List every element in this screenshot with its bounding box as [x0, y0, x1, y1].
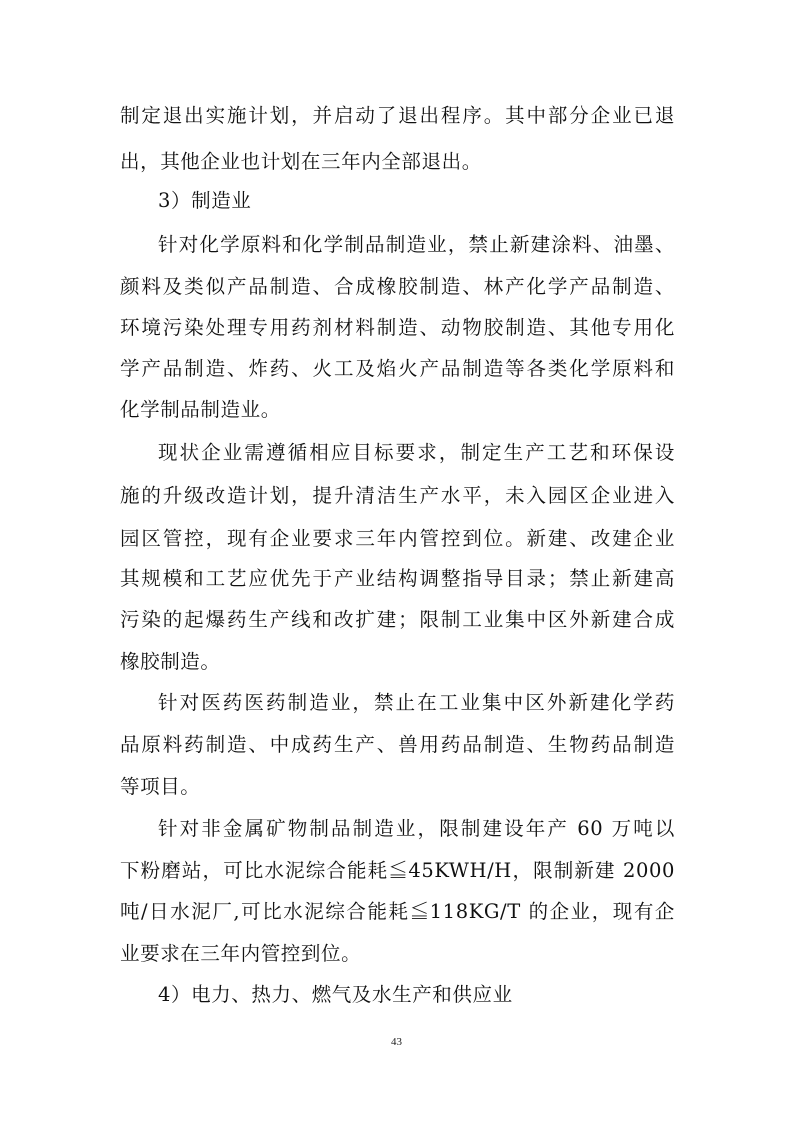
paragraph-line: 橡胶制造。 — [120, 650, 221, 673]
paragraph-line: 污染的起爆药生产线和改扩建；限制工业集中区外新建合成 — [120, 608, 675, 631]
paragraph-line: 下粉磨站，可比水泥综合能耗≦45KWH/H，限制新建 2000 — [120, 859, 675, 882]
paragraph-line: 学产品制造、炸药、火工及焰火产品制造等各类化学原料和 — [120, 357, 675, 380]
paragraph-line: 施的升级改造计划，提升清洁生产水平，未入园区企业进入 — [120, 484, 675, 507]
paragraph-line: 等项目。 — [120, 775, 201, 798]
section-heading: 4）电力、热力、燃气及水生产和供应业 — [158, 983, 513, 1006]
paragraph-line: 制定退出实施计划，并启动了退出程序。其中部分企业已退 — [120, 104, 675, 127]
paragraph-line: 吨/日水泥厂,可比水泥综合能耗≦118KG/T 的企业，现有企 — [120, 900, 675, 923]
paragraph-line: 现状企业需遵循相应目标要求，制定生产工艺和环保设 — [158, 441, 675, 464]
section-heading: 3）制造业 — [158, 189, 252, 212]
paragraph-line: 针对医药医药制造业，禁止在工业集中区外新建化学药 — [158, 691, 675, 714]
paragraph-line: 出，其他企业也计划在三年内全部退出。 — [120, 150, 482, 173]
paragraph-line: 环境污染处理专用药剂材料制造、动物胶制造、其他专用化 — [120, 316, 675, 339]
paragraph-line: 品原料药制造、中成药生产、兽用药品制造、生物药品制造 — [120, 733, 675, 756]
page-number: 43 — [391, 1036, 402, 1048]
paragraph-line: 其规模和工艺应优先于产业结构调整指导目录；禁止新建高 — [120, 567, 675, 590]
paragraph-line: 园区管控，现有企业要求三年内管控到位。新建、改建企业 — [120, 527, 675, 550]
paragraph-line: 针对非金属矿物制品制造业，限制建设年产 60 万吨以 — [158, 817, 675, 840]
paragraph-line: 针对化学原料和化学制品制造业，禁止新建涂料、油墨、 — [158, 233, 675, 256]
paragraph-line: 业要求在三年内管控到位。 — [120, 942, 362, 965]
paragraph-line: 化学制品制造业。 — [120, 398, 281, 421]
paragraph-line: 颜料及类似产品制造、合成橡胶制造、林产化学产品制造、 — [120, 275, 675, 298]
